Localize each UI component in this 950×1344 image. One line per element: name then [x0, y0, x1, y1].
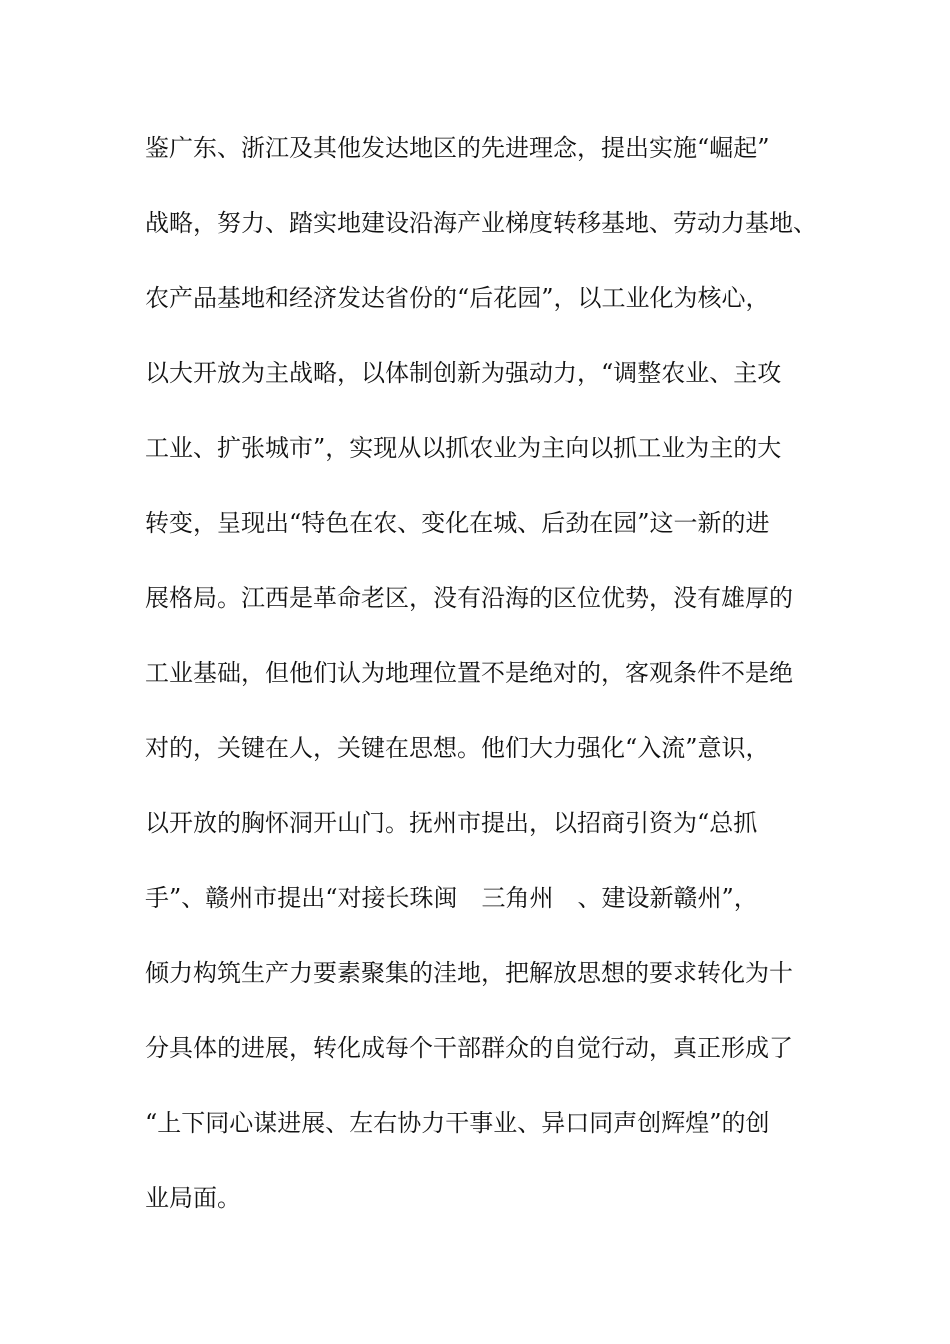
text-line: 展格局。江西是革命老区，没有沿海的区位优势，没有雄厚的 [145, 584, 793, 612]
text-line: 以开放的胸怀洞开山门。抚州市提出，以招商引资为“总抓 [145, 809, 758, 837]
text-line: 农产品基地和经济发达省份的“后花园”，以工业化为核心， [145, 284, 770, 312]
text-line: 工业基础，但他们认为地理位置不是绝对的，客观条件不是绝 [145, 659, 793, 687]
text-line: 工业、扩张城市”，实现从以抓农业为主向以抓工业为主的大 [145, 434, 782, 462]
body-paragraph [145, 127, 925, 1252]
text-line: 战略，努力、踏实地建设沿海产业梯度转移基地、劳动力基地、 [145, 209, 817, 237]
text-line: 转变，呈现出“特色在农、变化在城、后劲在园”这一新的进 [145, 509, 770, 537]
text-line: 分具体的进展，转化成每个干部群众的自觉行动，真正形成了 [145, 1034, 793, 1062]
text-line: 鉴广东、浙江及其他发达地区的先进理念，提出实施“崛起” [145, 134, 770, 162]
text-line: 对的，关键在人，关键在思想。他们大力强化“入流”意识， [145, 734, 770, 762]
text-line: 以大开放为主战略，以体制创新为强动力，“调整农业、主攻 [145, 359, 782, 387]
text-line: “上下同心谋进展、左右协力干事业、异口同声创辉煌”的创 [145, 1109, 770, 1137]
text-line: 倾力构筑生产力要素聚集的洼地，把解放思想的要求转化为十 [145, 959, 793, 987]
text-line: 手”、赣州市提出“对接长珠闽 三角州 、建设新赣州”， [145, 884, 758, 912]
text-line: 业局面。 [145, 1184, 241, 1212]
